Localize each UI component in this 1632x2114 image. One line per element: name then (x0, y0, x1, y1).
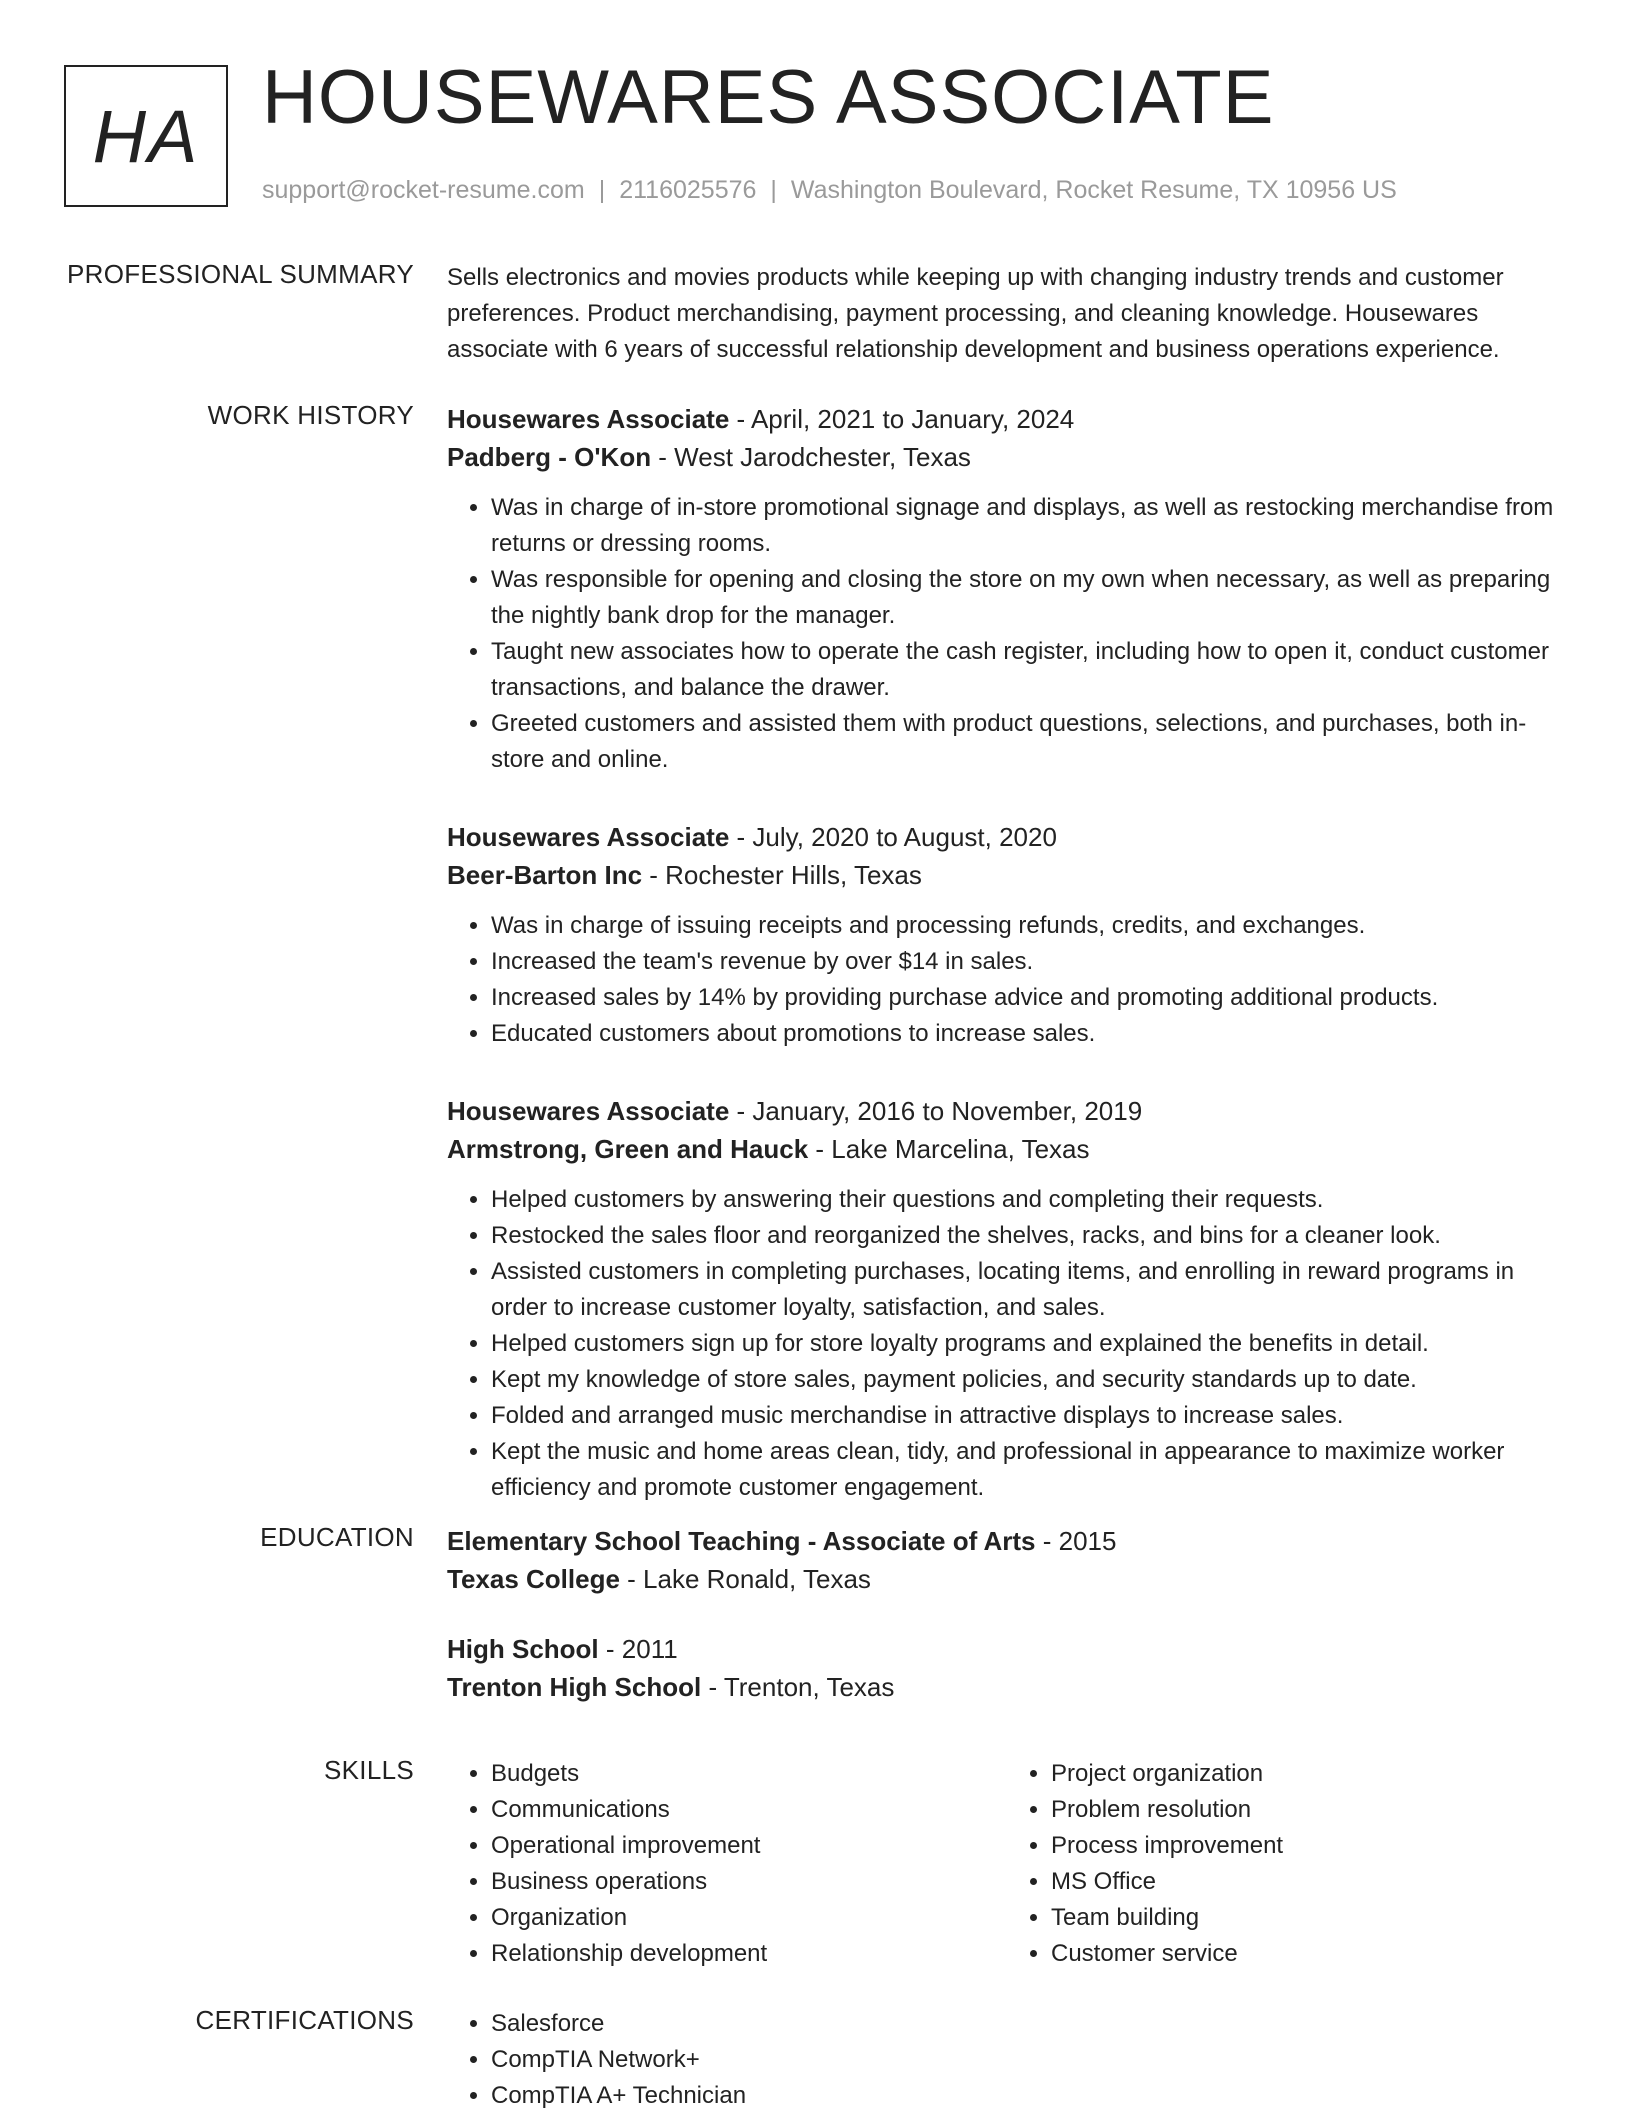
section-label-skills: SKILLS (324, 1755, 414, 1785)
work-history-body (447, 400, 1567, 1546)
skill-item: • Communications (491, 1792, 1007, 1828)
job-dates: - April, 2021 to January, 2024 (729, 404, 1075, 434)
education-year: - 2015 (1035, 1526, 1117, 1556)
skill-item: • Team building (1051, 1900, 1567, 1936)
summary-body (447, 260, 1567, 368)
monogram-initials: HA (92, 94, 200, 178)
contact-email[interactable]: support@rocket-resume.com (262, 176, 585, 204)
skills-list-left (447, 1756, 1007, 1972)
certification-item: • CompTIA Network+ (491, 2042, 1567, 2078)
job-bullet: • Folded and arranged music merchandise in attractive displays to increase sales. (491, 1398, 1567, 1434)
job-title-line (447, 818, 1567, 856)
contact-line (262, 176, 1397, 205)
skill-item: • Problem resolution (1051, 1792, 1567, 1828)
job-bullet: • Increased sales by 14% by providing purchase advice and promoting additional products. (491, 980, 1567, 1016)
job-company: Beer-Barton Inc (447, 860, 643, 890)
skill-item: • MS Office (1051, 1864, 1567, 1900)
monogram-box (64, 65, 228, 207)
education-degree-line (447, 1522, 1567, 1560)
job-bullet: • Was in charge of in-store promotional signage and displays, as well as restocking merchandise from returns or dressing rooms. (491, 490, 1567, 562)
certifications-list (447, 2006, 1567, 2114)
education-location: - Trenton, Texas (701, 1672, 895, 1702)
skill-item: • Relationship development (491, 1936, 1007, 1972)
job-location: - Lake Marcelina, Texas (808, 1134, 1090, 1164)
job-bullets (447, 490, 1567, 778)
education-location: - Lake Ronald, Texas (619, 1564, 871, 1594)
skill-item: • Project organization (1051, 1756, 1567, 1792)
skill-item: • Process improvement (1051, 1828, 1567, 1864)
job-title-line (447, 400, 1567, 438)
education-entry (447, 1522, 1567, 1598)
job-location: - West Jarodchester, Texas (651, 442, 971, 472)
job-title: Housewares Associate (447, 404, 730, 434)
section-label-education: EDUCATION (260, 1522, 414, 1552)
resume-name: HOUSEWARES ASSOCIATE (262, 55, 1275, 140)
job-title: Housewares Associate (447, 1096, 730, 1126)
contact-separator: | (598, 176, 606, 204)
certification-item: • Salesforce (491, 2006, 1567, 2042)
job-bullet: • Greeted customers and assisted them with product questions, selections, and purchases, both in-store and online. (491, 706, 1567, 778)
job-bullets (447, 908, 1567, 1052)
education-year: - 2011 (598, 1634, 678, 1664)
skills-list-right (1007, 1756, 1567, 1972)
job-title-line (447, 1092, 1567, 1130)
job-bullet: • Helped customers by answering their questions and completing their requests. (491, 1182, 1567, 1218)
contact-address: Washington Boulevard, Rocket Resume, TX 10956 US (790, 176, 1397, 204)
job-bullet: • Kept my knowledge of store sales, payment policies, and security standards up to date. (491, 1362, 1567, 1398)
skill-item: • Budgets (491, 1756, 1007, 1792)
job-bullets (447, 1182, 1567, 1506)
education-degree-line (447, 1630, 1567, 1668)
job-bullet: • Assisted customers in completing purchases, locating items, and enrolling in reward programs in order to increase customer loyalty, satisfaction, and sales. (491, 1254, 1567, 1326)
contact-phone[interactable]: 2116025576 (619, 176, 757, 204)
job-company-line (447, 438, 1567, 476)
section-label-summary: PROFESSIONAL SUMMARY (67, 259, 414, 289)
education-school: Texas College (447, 1564, 620, 1594)
skill-item: • Organization (491, 1900, 1007, 1936)
job-company: Padberg - O'Kon (447, 442, 652, 472)
summary-text: Sells electronics and movies products while keeping up with changing industry trends and customer preferences. Product merchandising, payment processing, and cleaning knowledge. Housewares associate with 6 years of successful relationship development and business operations experience. (447, 264, 1504, 363)
skills-body (447, 1756, 1567, 1972)
section-label-work-history: WORK HISTORY (207, 400, 414, 430)
skill-item: • Business operations (491, 1864, 1007, 1900)
job-title: Housewares Associate (447, 822, 730, 852)
job-entry (447, 1092, 1567, 1506)
contact-separator: | (770, 176, 777, 204)
job-dates: - July, 2020 to August, 2020 (729, 822, 1057, 852)
certification-item: • CompTIA A+ Technician (491, 2078, 1567, 2114)
job-bullet: • Increased the team's revenue by over $14 in sales. (491, 944, 1567, 980)
education-body (447, 1522, 1567, 1746)
job-company-line (447, 1130, 1567, 1168)
job-bullet: • Helped customers sign up for store loyalty programs and explained the benefits in detail. (491, 1326, 1567, 1362)
job-bullet: • Educated customers about promotions to increase sales. (491, 1016, 1567, 1052)
skill-item: • Operational improvement (491, 1828, 1007, 1864)
certifications-body (447, 2006, 1567, 2114)
education-degree: Elementary School Teaching - Associate of Arts (447, 1526, 1036, 1556)
job-bullet: • Taught new associates how to operate the cash register, including how to open it, conduct customer transactions, and balance the drawer. (491, 634, 1567, 706)
job-bullet: • Restocked the sales floor and reorganized the shelves, racks, and bins for a cleaner look. (491, 1218, 1567, 1254)
education-school: Trenton High School (447, 1672, 702, 1702)
job-company: Armstrong, Green and Hauck (447, 1134, 809, 1164)
job-bullet: • Was responsible for opening and closing the store on my own when necessary, as well as preparing the nightly bank drop for the manager. (491, 562, 1567, 634)
job-entry (447, 400, 1567, 778)
job-location: - Rochester Hills, Texas (642, 860, 922, 890)
education-school-line (447, 1668, 1567, 1706)
education-degree: High School (447, 1634, 599, 1664)
skill-item: • Customer service (1051, 1936, 1567, 1972)
job-dates: - January, 2016 to November, 2019 (729, 1096, 1143, 1126)
job-company-line (447, 856, 1567, 894)
education-entry (447, 1630, 1567, 1706)
job-bullet: • Was in charge of issuing receipts and processing refunds, credits, and exchanges. (491, 908, 1567, 944)
job-entry (447, 818, 1567, 1052)
job-bullet: • Kept the music and home areas clean, tidy, and professional in appearance to maximize worker efficiency and promote customer engagement. (491, 1434, 1567, 1506)
education-school-line (447, 1560, 1567, 1598)
section-label-certifications: CERTIFICATIONS (195, 2005, 414, 2035)
